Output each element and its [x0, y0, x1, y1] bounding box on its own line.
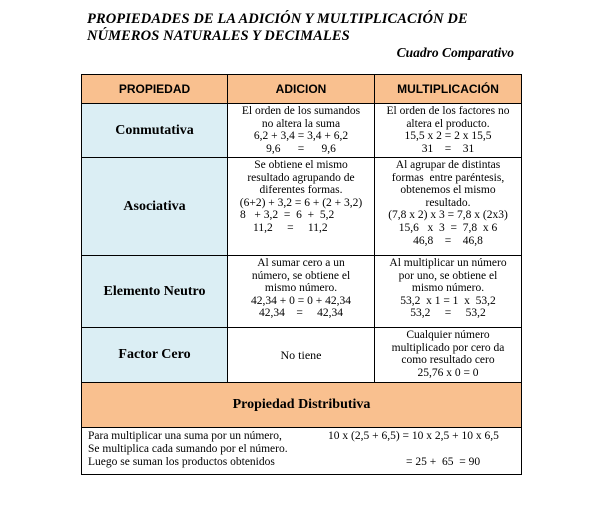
adicion-elemento-neutro: [228, 256, 375, 328]
text-line: Al multiplicar un número: [389, 257, 507, 269]
text-line: formas entre paréntesis,: [391, 171, 505, 184]
distributiva-body: [82, 428, 522, 475]
adicion-factor-cero: No tiene: [228, 328, 375, 383]
distributiva-title: Propiedad Distributiva: [82, 383, 522, 428]
row-asociativa: [82, 158, 522, 256]
adicion-conmutativa: [228, 104, 375, 158]
text-line: Cualquier número: [406, 329, 490, 341]
text-line: diferentes formas.: [259, 184, 343, 197]
text-line: 31 = 31: [421, 142, 475, 155]
text-line: 46,8 = 46,8: [413, 234, 483, 247]
document-title: [87, 11, 468, 45]
text-line: obtenemos el mismo: [400, 184, 496, 197]
property-asociativa: Asociativa: [82, 158, 228, 256]
row-factor-cero: [82, 328, 522, 383]
header-propiedad: PROPIEDAD: [82, 75, 228, 104]
text-line: (7,8 x 2) x 3 = 7,8 x (2x3): [388, 209, 508, 222]
title-line-2: NÚMEROS NATURALES Y DECIMALES: [87, 28, 350, 44]
text-line: 25,76 x 0 = 0: [417, 366, 479, 379]
text-line: por uno, se obtiene el: [398, 269, 498, 282]
distributiva-example: = 25 + 65 = 90: [406, 455, 481, 468]
text-line: El orden de los sumandos: [241, 105, 361, 117]
text-line: 53,2 x 1 = 1 x 53,2: [400, 294, 496, 307]
text-line: mismo número.: [264, 282, 338, 295]
distributiva-text: Se multiplica cada sumando por el número.: [88, 442, 288, 455]
text-line: no altera la suma: [261, 117, 341, 130]
text-line: altera el producto.: [406, 117, 490, 130]
text-line: Al agrupar de distintas: [395, 159, 501, 171]
distributiva-line: [82, 430, 521, 443]
property-factor-cero: Factor Cero: [82, 328, 228, 383]
text-line: Al sumar cero a un: [257, 257, 345, 269]
text-line: 42,34 = 42,34: [258, 307, 344, 320]
distributiva-line: [82, 456, 521, 469]
text-line: como resultado cero: [401, 354, 495, 367]
distributiva-line: [82, 443, 521, 456]
text-line: 6,2 + 3,4 = 3,4 + 6,2: [253, 130, 349, 143]
text-line: 15,6 x 3 = 7,8 x 6: [398, 221, 498, 234]
header-adicion: ADICION: [228, 75, 375, 104]
distributiva-text: Para multiplicar una suma por un número,: [88, 430, 282, 442]
property-elemento-neutro: Elemento Neutro: [82, 256, 228, 328]
text-line: número, se obtiene el: [251, 269, 351, 282]
text-line: 15,5 x 2 = 2 x 15,5: [404, 130, 492, 143]
adicion-asociativa: [228, 158, 375, 256]
distributiva-text: Luego se suman los productos obtenidos: [88, 455, 275, 468]
text-line: 8 + 3,2 = 6 + 5,2: [240, 209, 335, 222]
row-elemento-neutro: [82, 256, 522, 328]
title-line-1: PROPIEDADES DE LA ADICIÓN Y MULTIPLICACIÓN DE: [87, 11, 468, 27]
subtitle: Cuadro Comparativo: [396, 45, 514, 60]
distributiva-example: [328, 443, 521, 456]
header-row: [82, 75, 522, 104]
text-line: 9,6 = 9,6: [266, 142, 336, 155]
text-line: mismo número.: [411, 282, 485, 295]
text-line: (6+2) + 3,2 = 6 + (2 + 3,2): [239, 196, 363, 209]
text-line: resultado.: [425, 196, 471, 209]
multiplicacion-factor-cero: [375, 328, 522, 383]
text-line: multiplicado por cero da: [391, 341, 505, 354]
distributiva-example: 10 x (2,5 + 6,5) = 10 x 2,5 + 10 x 6,5: [328, 430, 499, 442]
multiplicacion-asociativa: [375, 158, 522, 256]
text-line: resultado agrupando de: [247, 171, 355, 184]
text-line: 42,34 + 0 = 0 + 42,34: [251, 294, 351, 307]
header-multiplicacion: MULTIPLICACIÓN: [375, 75, 522, 104]
property-conmutativa: Conmutativa: [82, 104, 228, 158]
text-line: Se obtiene el mismo: [254, 159, 348, 171]
row-distributiva-header: [82, 383, 522, 428]
row-distributiva-body: [82, 428, 522, 475]
row-conmutativa: [82, 104, 522, 158]
text-line: El orden de los factores no: [386, 105, 510, 117]
text-line: 53,2 = 53,2: [410, 307, 486, 320]
multiplicacion-conmutativa: [375, 104, 522, 158]
comparison-table: [81, 74, 522, 475]
text-line: 11,2 = 11,2: [253, 221, 328, 234]
multiplicacion-elemento-neutro: [375, 256, 522, 328]
